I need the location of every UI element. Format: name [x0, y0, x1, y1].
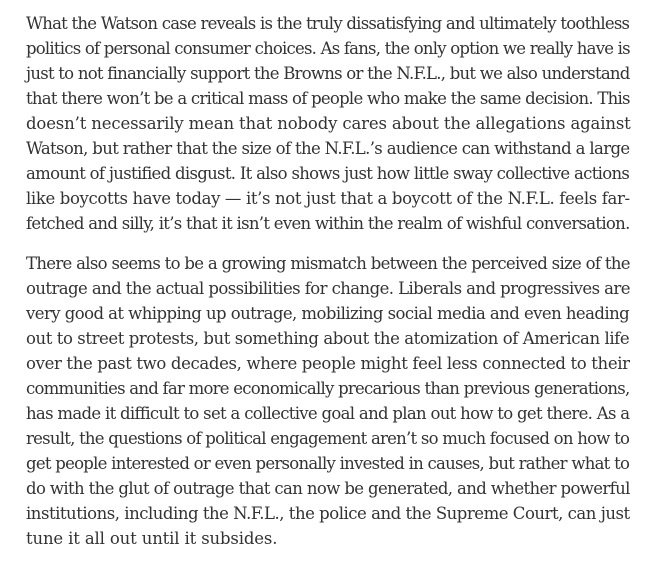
paragraph-line: very good at whipping up outrage, mobilizing social media and even heading	[26, 304, 630, 323]
article-paragraph-1	[26, 11, 631, 236]
article-body	[26, 11, 631, 551]
paragraph-line: What the Watson case reveals is the truly dissatisfying and ultimately toothless	[26, 14, 630, 33]
paragraph-line: get people interested or even personally invested in causes, but rather what to	[26, 454, 630, 473]
paragraph-line: There also seems to be a growing mismatch between the perceived size of the	[26, 254, 630, 273]
paragraph-line: that there won’t be a critical mass of people who make the same decision. This	[26, 89, 630, 108]
paragraph-line: tune it all out until it subsides.	[26, 529, 278, 548]
paragraph-line: over the past two decades, where people might feel less connected to their	[26, 354, 630, 373]
paragraph-line: result, the questions of political engagement aren’t so much focused on how to	[26, 429, 630, 448]
paragraph-line: fetched and silly, it’s that it isn’t even within the realm of wishful conversation.	[26, 214, 630, 233]
paragraph-line: has made it difficult to set a collective goal and plan out how to get there. As a	[26, 404, 630, 423]
paragraph-line: institutions, including the N.F.L., the police and the Supreme Court, can just	[26, 504, 630, 523]
paragraph-line: like boycotts have today — it’s not just that a boycott of the N.F.L. feels far-	[26, 189, 630, 208]
article-paragraph-2	[26, 251, 631, 551]
paragraph-line: amount of justified disgust. It also shows just how little sway collective actions	[26, 164, 630, 183]
paragraph-line: do with the glut of outrage that can now be generated, and whether powerful	[26, 479, 630, 498]
paragraph-line: out to street protests, but something about the atomization of American life	[26, 329, 630, 348]
paragraph-line: outrage and the actual possibilities for change. Liberals and progressives are	[26, 279, 630, 298]
paragraph-line: communities and far more economically precarious than previous generations,	[26, 379, 630, 398]
paragraph-line: doesn’t necessarily mean that nobody cares about the allegations against	[26, 114, 631, 133]
paragraph-line: Watson, but rather that the size of the N.F.L.’s audience can withstand a large	[26, 139, 630, 158]
paragraph-line: politics of personal consumer choices. As fans, the only option we really have is	[26, 39, 630, 58]
paragraph-line: just to not financially support the Browns or the N.F.L., but we also understand	[26, 64, 630, 83]
